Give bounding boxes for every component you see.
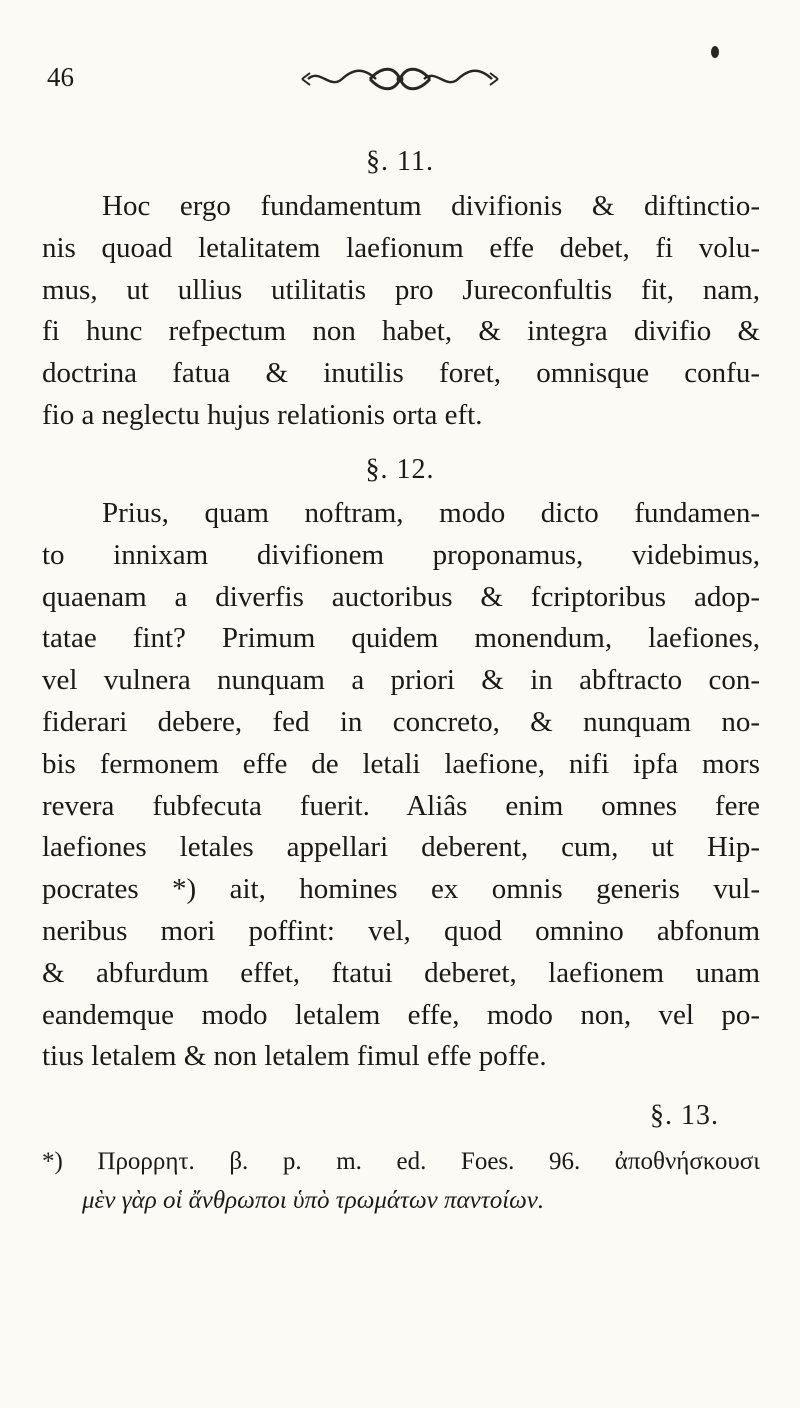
text-line: tius letalem & non letalem fimul effe poffe. [42,1040,547,1073]
paragraph-section-12 [42,493,760,1078]
page-number: 46 [47,62,74,92]
footnote-line: *) Προρρητ. β. p. m. ed. Foes. 96. ἀποθνήσκουσι [42,1148,760,1175]
text-line: to innixam divifionem proponamus, videbimus, [42,538,760,571]
text-line: eandemque modo letalem effe, modo non, vel po- [42,998,760,1031]
section-heading-12: §. 12. [365,454,435,485]
section-heading-11: §. 11. [366,146,434,177]
text-line: fio a neglectu hujus relationis orta eft. [42,398,483,431]
text-line: Hoc ergo fundamentum divifionis & diftinctio- [102,190,760,222]
text-line: mus, ut ullius utilitatis pro Jureconfultis fit, nam, [42,273,760,306]
footnote [42,1142,760,1220]
ink-dot [711,46,719,58]
text-line: pocrates *) ait, homines ex omnis generis vul- [42,873,760,906]
text-line: laefiones letales appellari deberent, cum, ut Hip- [42,831,760,864]
text-line: fi hunc refpectum non habet, & integra divifio & [42,315,760,348]
paragraph-section-11 [42,186,760,437]
text-line: Prius, quam noftram, modo dicto fundamen- [102,497,760,529]
floral-headpiece-ornament-icon [300,64,500,94]
footnote-line: μὲν γὰρ οἱ ἄνθρωποι ὑπὸ τρωμάτων παντοίων. [82,1187,545,1214]
text-line: doctrina fatua & inutilis foret, omnisque confu- [42,357,760,390]
text-line: fiderari debere, fed in concreto, & nunquam no- [42,705,760,738]
text-line: & abfurdum effet, ftatui deberet, laefionem unam [42,956,760,989]
text-line: nis quoad letalitatem laefionum effe debet, fi volu- [42,231,760,264]
text-line: revera fubfecuta fuerit. Aliâs enim omnes fere [42,789,760,822]
text-line: quaenam a diverfis auctoribus & fcriptoribus adop- [42,580,760,613]
text-line: bis fermonem effe de letali laefione, nifi ipfa mors [42,747,760,780]
text-line: tatae fint? Primum quidem monendum, laefiones, [42,622,760,655]
text-line: vel vulnera nunquam a priori & in abftracto con- [42,664,760,697]
catchword: §. 13. [650,1100,719,1131]
text-line: neribus mori poffint: vel, quod omnino abfonum [42,914,760,947]
